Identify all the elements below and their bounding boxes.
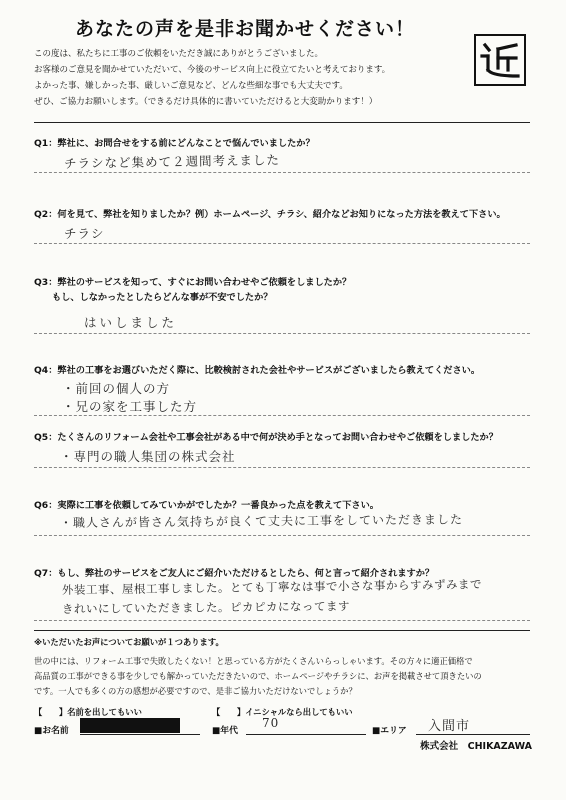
section-divider	[34, 122, 530, 123]
survey-title: あなたの声を是非お聞かせください！	[74, 18, 415, 40]
name-label: ■お名前	[34, 726, 69, 736]
age-value: 70	[262, 716, 280, 730]
company-logo	[474, 34, 526, 86]
question-2: Q2：何を見て、弊社を知りましたか？例）ホームページ、チラシ、紹介などお知りになった方法を教えて下さい。	[34, 209, 506, 220]
answer-4a: ・前回の個人の方	[62, 381, 171, 396]
area-label: ■エリア	[372, 726, 407, 736]
request-text	[34, 654, 534, 699]
answer-1: チラシなど集めて２週間考えました	[63, 152, 281, 171]
answer-line	[34, 467, 530, 468]
answer-line	[34, 620, 530, 621]
answer-5: ・専門の職人集団の株式会社	[60, 449, 236, 464]
answer-6: ・職人さんが皆さん気持ちが良くて丈夫に工事をしていただきました	[59, 512, 464, 530]
answer-line	[34, 333, 530, 334]
area-field-line	[416, 734, 530, 735]
question-4: Q4：弊社の工事をお選びいただく際に、比較検討された会社やサービスがございましたら教えてください。	[34, 365, 481, 376]
answer-line	[34, 172, 530, 173]
answer-4b: ・兄の家を工事した方	[62, 399, 198, 414]
intro-line: よかった事、嫌しかった事、厳しいご意見など、どんな些細な事でも大丈夫です。	[34, 81, 348, 91]
name-field-line	[80, 734, 200, 735]
intro-line: ぜひ、ご協力お願いします。（できるだけ具体的に書いていただけると大変助かります！）	[34, 97, 378, 107]
name-redacted	[80, 718, 180, 733]
answer-line	[34, 535, 530, 536]
intro-line: この度は、私たちに工事のご依頼をいただき誠にありがとうございました。	[34, 49, 324, 59]
question-5: Q5：たくさんのリフォーム会社や工事会社がある中で何が決め手となってお問い合わせやご依頼をしましたか？	[34, 432, 498, 443]
option-name-ok[interactable]: 【 】名前を出してもいい	[34, 707, 142, 717]
answer-2: チラシ	[64, 226, 105, 241]
age-field-line	[246, 734, 366, 735]
request-line: 世の中には、リフォーム工事で失敗したくない！と思っている方がたくさんいらっしゃいます。その方々に適正価格で	[34, 656, 473, 666]
request-line: 高品質の工事ができる事を少しでも解かっていただきたいので、ホームページやチラシに、お声を掲載させて頂きたいの	[34, 671, 482, 681]
request-line: です。一人でも多くの方の感想が必要ですので、是非ご協力いただけないでしょうか？	[34, 686, 357, 696]
question-7: Q7：もし、弊社のサービスをご友人にご紹介いただけるとしたら、何と言って紹介されますか？	[34, 568, 435, 579]
chika-logo-icon	[476, 36, 524, 84]
answer-line	[34, 415, 530, 416]
answer-3: はいしました	[84, 315, 178, 330]
request-note: ※いただいたお声についてお願いが１つあります。	[34, 637, 224, 647]
answer-7b: きれいにしていただきました。ピカピカになってます	[61, 598, 351, 616]
intro-line: お客様のご意見を聞かせていただいて、今後のサービス向上に役立てたいと考えております。	[34, 65, 391, 75]
question-3-sub: もし、しなかったとしたらどんな事が不安でしたか？	[52, 292, 273, 303]
area-value: 入間市	[428, 719, 471, 734]
question-3-label: Q3：弊社のサービスを知って、すぐにお問い合わせやご依頼をしましたか？	[34, 277, 352, 288]
answer-7a: 外装工事、屋根工事しました。とても丁寧なは事で小さな事からすみずみまで	[61, 577, 483, 597]
intro-text	[34, 46, 464, 110]
option-initial-ok[interactable]: 【 】イニシャルなら出してもいい	[212, 707, 353, 717]
age-label: ■年代	[212, 726, 238, 736]
question-3	[34, 275, 534, 305]
company-name: 株式会社 CHIKAZAWA	[420, 741, 532, 752]
answer-line	[34, 243, 530, 244]
question-6: Q6：実際に工事を依頼してみていかがでしたか？一番良かった点を教えて下さい。	[34, 500, 379, 511]
section-divider	[34, 630, 530, 631]
question-1: Q1：弊社に、お問合せをする前にどんなことで悩んでいましたか？	[34, 138, 315, 149]
